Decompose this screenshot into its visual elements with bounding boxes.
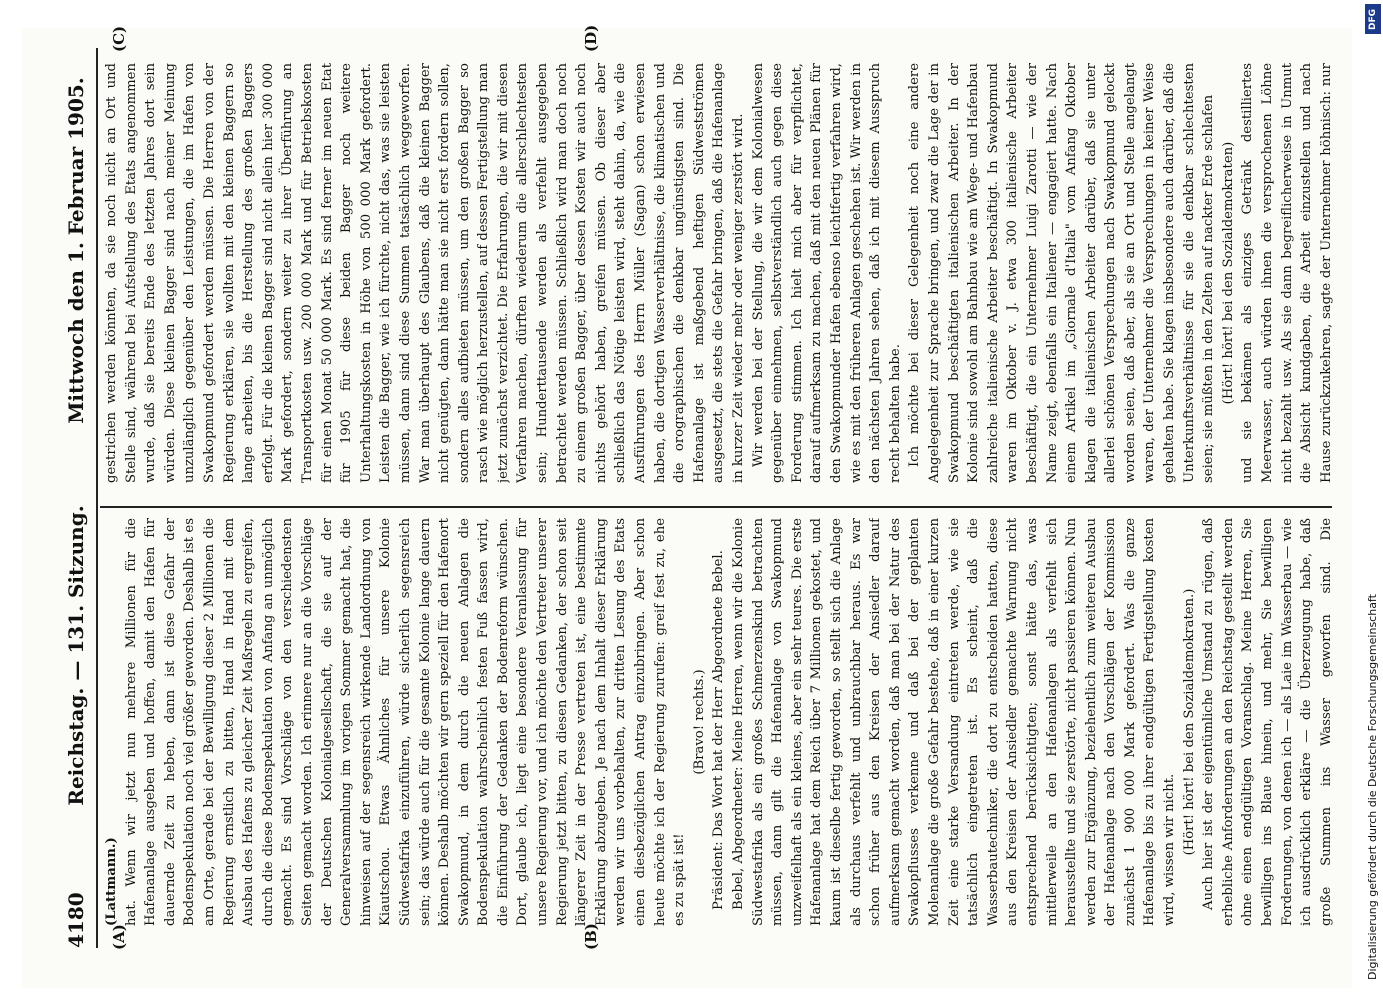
header-right-title: Mittwoch den 1. Februar 1905. xyxy=(64,77,88,424)
paragraph: Auch hier ist der eigentümliche Umstand zu rügen, daß erhebliche Anforderungen an den Reichstag gestellt werden ohne einen endgültigen Voranschlag. Meine Herren, Sie bewilligen ins Blaue hinein, und mehr, Sie bewilligen Forderungen, von denen ich — als Laie im Wasserbau — wie ich ausdrücklich erkläre — die Überzeugung habe, daß große Summen ins Wasser geworfen sind. Die xyxy=(1201,518,1334,926)
page-header xyxy=(64,48,90,948)
left-column xyxy=(102,518,1334,926)
interjection: (Hört! hört! bei den Sozialdemokraten) xyxy=(1220,141,1236,405)
digitization-note: Digitalisierung gefördert durch die Deutsche Forschungsgemeinschaft xyxy=(1366,594,1379,980)
paragraph: hat. Wenn wir jetzt nun mehrere Millionen für die Hafenanlage ausgeben und hoffen, damit den Hafen für dauernde Zeit zu heben, dann ist diese Gefahr der Bodenspekulation noch viel größer geworden. Deshalb ist es am Orte, gerade bei der Bewilligung dieser 2 Millionen die Regierung ernstlich zu bitten, Hand in Hand mit dem Ausbau des Hafens zu gleicher Zeit Maßregeln zu ergreifen, durch die diese Bodenspekulation von Anfang an unmöglich gemacht. Es sind Vorschläge von den verschiedensten Seiten gemacht worden. Ich erinnere nur an die Vorschläge der Deutschen Kolonialgesellschaft, die sie auf der Generalversammlung im vorigen Sommer gemacht hat, die hinweisen auf der segensreich wirkende Landordnung von Kiautschou. Etwas Ähnliches für unsere Kolonie Südwestafrika einzuführen, würde sicherlich segensreich sein; das würde auch für die gesamte Kolonie lange dauern können. Deshalb möchten wir gern speziell für den Hafenort Swakopmund, in dem durch die neuen Anlagen die Bodenspekulation wahrscheinlich festen Fuß fassen wird, die Einführung der Gedanken der Bodenreform wünschen. Dort, glaube ich, liegt eine besondere Veranlassung für unsere Regierung vor, und ich möchte den Vertreter unserer Regierung jetzt bitten, zu diesen Gedanken, der schon seit längerer Zeit in der Presse vertreten ist, eine bestimmte Erklärung abzugeben. Je nach dem Inhalt dieser Erklärung werden wir uns vorbehalten, zur dritten Lesung des Etats einen diesbezüglichen Antrag einzubringen. Aber schon heute möchte ich der Regierung zurufen: greif fest zu, ehe es zu spät ist! xyxy=(123,518,688,926)
margin-marker-c: (C) xyxy=(110,25,128,52)
dfg-logo: DFG xyxy=(1365,4,1381,34)
paragraph: und sie bekämen als einziges Getränk destilliertes Meerwasser, auch würden ihnen die versprochenen Löhne nicht bezahlt usw. Als sie dann begreiflicherweise in Unmut die Absicht kundgaben, die Arbeit einzustellen und nach Hause zurückzukehren, sagte der Unternehmer höhnisch: nur xyxy=(1240,63,1334,483)
speaker-head: (Lattmann.) xyxy=(104,837,119,926)
interjection: (Hört! hört! bei den Sozialdemokraten.) xyxy=(1181,588,1197,856)
column-divider xyxy=(100,506,1332,508)
right-column xyxy=(102,63,1334,483)
paragraph: gestrichen werden könnten, da sie noch nicht an Ort und Stelle sind, während bei Aufstellung des Etats angenommen wurde, daß sie bereits Ende des letzten Jahres dort sein würden. Diese kleinen Bagger sind nach meiner Meinung unzulänglich gegenüber den Leistungen, die im Hafen von Swakopmund gefordert werden müssen. Die Herren von der Regierung erklären, sie wollten mit den kleinen Baggern so lange arbeiten, bis die Herstellung des großen Baggers erfolgt. Für die kleinen Bagger sind nicht allein hier 300 000 Mark gefordert, sondern weiter zu ihrer Überführung an Transportkosten usw. 200 000 Mark und für Betriebskosten für einen Monat 50 000 Mark. Es sind ferner im neuen Etat für 1905 für diese beiden Bagger noch weitere Unterhaltungskosten in Höhe von 500 000 Mark gefordert. Leisten die Bagger, wie ich fürchte, nicht das, was sie leisten müssen, dann sind diese Summen tatsächlich weggeworfen. War man überhaupt des Glaubens, daß die kleinen Bagger nicht genügten, dann hätte man sie nicht erst fordern sollen, sondern alles aufbieten müssen, um den großen Bagger so rasch wie möglich herzustellen, auf dessen Fertigstellung man jetzt zunächst verzichtet. Die Erfahrungen, die wir mit diesen Verfahren machen, dürften wiederum die allerschlechtesten sein; Hunderttausende werden als verfehlt ausgegeben betrachtet werden müssen. Schließlich wird man doch noch zu einem großen Bagger, über dessen Kosten wir auch noch nichts gehört haben, greifen müssen. Ob dieser aber schließlich das Nötige leisten wird, steht dahin, da, wie die Ausführungen des Herrn Müller (Sagan) schon erwiesen haben, die dortigen Wasserverhältnisse, die klimatischen und die orographischen die denkbar ungünstigsten sind. Die Hafenanlage ist maßgebend heftigen Südwestströmen ausgesetzt, die stets die Gefahr bringen, daß die Hafenanlage in kurzer Zeit wieder mehr oder weniger zerstört wird. xyxy=(104,63,746,483)
header-left-title: Reichstag. — 131. Sitzung. xyxy=(64,505,88,806)
page-number: 4180 xyxy=(64,892,88,948)
paragraph: Ich möchte bei dieser Gelegenheit noch eine andere Angelegenheit zur Sprache bringen, und zwar die Lage der in Swakopmund beschäftigten italienischen Arbeiter. In der Kolonie sind sowohl am Bahnbau wie am Wege- und Hafenbau zahlreiche italienische Arbeiter beschäftigt. In Swakopmund waren im Oktober v. J. etwa 300 italienische Arbeiter beschäftigt, die ein Unternehmer Luigi Zarotti — wie der Name zeigt, ebenfalls ein Italiener — engagiert hatte. Nach einem Artikel im „Giornale d'Italia" vom Anfang Oktober klagen die italienischen Arbeiter darüber, daß sie unter allerlei schönen Versprechungen nach Swakopmund gelockt worden seien, daß aber, als sie an Ort und Stelle angelangt waren, der Unternehmer die Versprechungen in keiner Weise gehalten habe. Sie klagen insbesondere auch darüber, daß die Unterkunftsverhältnisse für sie die denkbar schlechtesten seien; sie müßten in den Zelten auf nackter Erde schlafen xyxy=(907,63,1217,483)
header-rule xyxy=(96,48,98,948)
paragraph: Bebel, Abgeordneter: Meine Herren, wenn wir die Kolonie Südwestafrika als ein großes Schmerzenskind betrachten müssen, dann gilt die Hafenanlage von Swakopmund unzweifelhaft als ein kleines, aber ein sehr teures. Die erste Hafenanlage hat dem Reich über 7 Millionen gekostet, und kaum ist dieselbe fertig geworden, so stellt sich die Anlage als durchaus verfehlt und unbrauchbar heraus. Es war schon früher aus den Kreisen der Ansiedler darauf aufmerksam gemacht worden, daß man bei der Natur des Swakopflusses verkenne und daß bei der geplanten Molenanlage die große Gefahr bestehe, daß in einer kurzen Zeit eine starke Versandung eintreten werde, wie sie tatsächlich eingetreten ist. Es scheint, daß die Wasserbautechniker, die dort zu entscheiden hatten, diese aus den Kreisen der Ansiedler gemachte Warnung nicht entsprechend berücksichtigten; sonst hätte das, was mittlerweile an den Hafenanlagen als verfehlt sich herausstellte und sie zerstörte, nicht passieren können. Nun werden zur Ergänzung, beziehentlich zum weiteren Ausbau der Hafenanlage nach den Vorschlägen der Kommission zunächst 1 900 000 Mark gefordert. Was die ganze Hafenanlage bis zu ihrer endgültigen Fertigstellung kosten wird, wissen wir nicht. xyxy=(731,518,1178,926)
margin-marker-d: (D) xyxy=(582,24,600,52)
document-page xyxy=(22,24,1352,988)
interjection: (Bravo! rechts.) xyxy=(691,669,707,775)
paragraph: Wir werden bei der Stellung, die wir dem Kolonialwesen gegenüber einnehmen, selbstverständlich auch gegen diese Forderung stimmen. Ich hielt mich aber für verpflichtet, darauf aufmerksam zu machen, daß mit den neuen Plänen für den Swakopmunder Hafen ebenso leichtfertig verfahren wird, wie es mit den früheren Anlagen geschehen ist. Wir werden in den nächsten Jahren sehen, daß ich mit diesem Ausspruch recht behalten habe. xyxy=(750,63,903,483)
margin-marker-b: (B) xyxy=(582,923,600,950)
president-line: Präsident: Das Wort hat der Herr Abgeordnete Bebel. xyxy=(711,550,727,910)
margin-marker-a: (A) xyxy=(110,924,128,950)
